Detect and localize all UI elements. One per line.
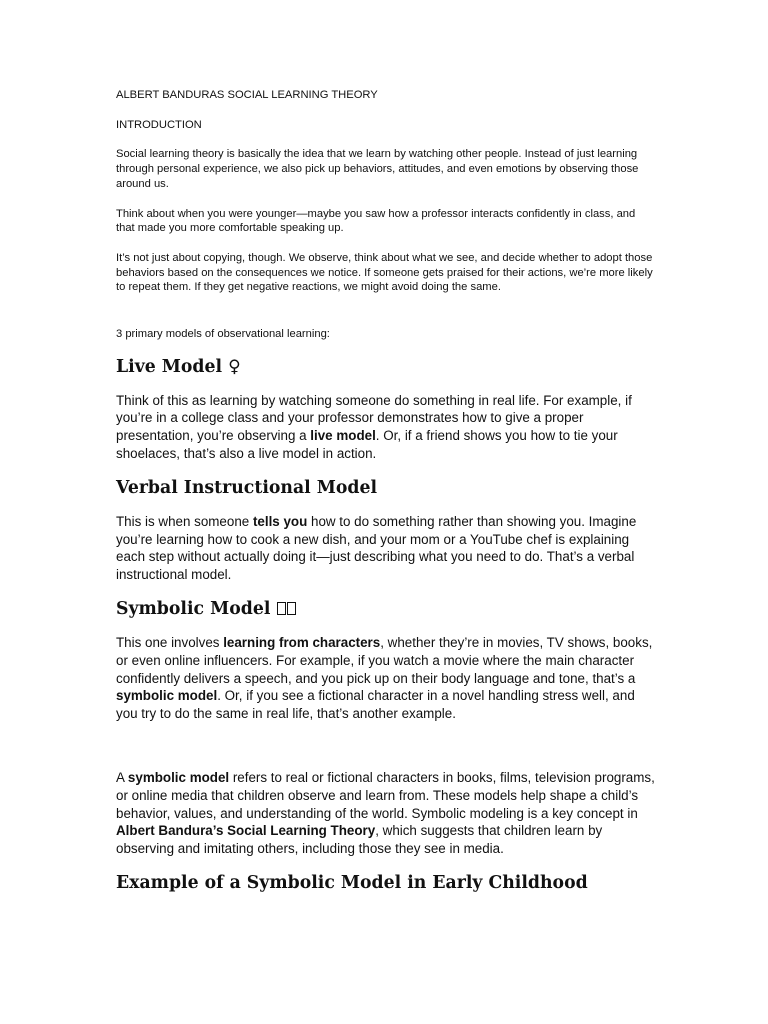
introduction-heading: INTRODUCTION [116,118,202,131]
symbolic-definition-bold-1: symbolic model [127,770,230,786]
verbal-model-paragraph [116,513,656,583]
missing-glyph-icon [277,602,286,615]
symbolic-model-paragraph [116,634,656,722]
symbolic-model-heading-text: Symbolic Model [116,599,271,620]
symbolic-definition-text-1: A [116,770,128,786]
symbolic-model-heading [116,598,656,620]
live-model-heading [116,356,656,378]
female-sign-icon: ♀ [228,356,241,377]
example-heading: Example of a Symbolic Model in Early Childhood [116,873,588,894]
intro-paragraph-1: Social learning theory is basically the idea that we learn by watching other people. Instead of just learning through personal experience, we also pick up behaviors, attitudes, and even emotions by observing those around us. [116,148,639,190]
symbolic-definition-text-2: refers to real or fictional characters in books, films, television programs, or online media that children observe and learn from. These models help shape a child’s behavior, values, and understanding of the world. Symbolic modeling is a key concept in [116,770,655,821]
symbolic-model-bold-1: learning from characters [223,635,381,651]
verbal-model-text-1: This is when someone [116,514,253,530]
symbolic-model-bold-2: symbolic model [116,688,218,704]
symbolic-model-text-3: . Or, if you see a fictional character in a novel handling stress well, and you try to do the same in real life, that’s another example. [116,688,635,721]
intro-paragraph-3: It’s not just about copying, though. We observe, think about what we see, and decide whether to adopt those behaviors based on the consequences we notice. If someone gets praised for their actions, we’re more likely to repeat them. If they get negative reactions, we might avoid doing the same. [116,251,653,294]
symbolic-definition-paragraph [116,769,656,857]
document-page [116,88,656,908]
live-model-bold-1: live model [310,427,376,443]
symbolic-definition-text-3: , which suggests that children learn by observing and imitating others, including those they see in media. [116,823,603,856]
verbal-model-bold-1: tells you [252,514,308,530]
live-model-heading-text: Live Model [116,356,223,377]
symbolic-model-text-1: This one involves [116,635,224,651]
live-model-paragraph [116,392,656,462]
live-model-text-1: Think of this as learning by watching someone do something in real life. For example, if you’re in a college class and your professor demonstrates how to give a proper presentation, you’re observing a [116,392,632,443]
models-intro: 3 primary models of observational learning: [116,328,330,341]
verbal-model-text-2: how to do something rather than showing you. Imagine you’re learning how to cook a new dish, and your mom or a YouTube chef is explaining each step without actually doing it—just describing what you need to do. That’s a verbal instructional model. [116,514,637,582]
symbolic-definition-bold-2: Albert Bandura’s Social Learning Theory [116,823,376,839]
intro-paragraph-2: Think about when you were younger—maybe you saw how a professor interacts confidently in class, and that made you more comfortable speaking up. [116,207,636,235]
missing-glyph-icon [287,602,296,615]
symbolic-model-text-2: , whether they’re in movies, TV shows, books, or even online influencers. For example, if you watch a movie where the main character confidently delivers a speech, and you pick up on their body language and tone, that’s a [116,635,653,686]
live-model-text-2: . Or, if a friend shows you how to tie your shoelaces, that’s also a live model in action. [116,427,618,461]
document-title: ALBERT BANDURAS SOCIAL LEARNING THEORY [116,89,378,101]
verbal-model-heading: Verbal Instructional Model [116,478,378,499]
